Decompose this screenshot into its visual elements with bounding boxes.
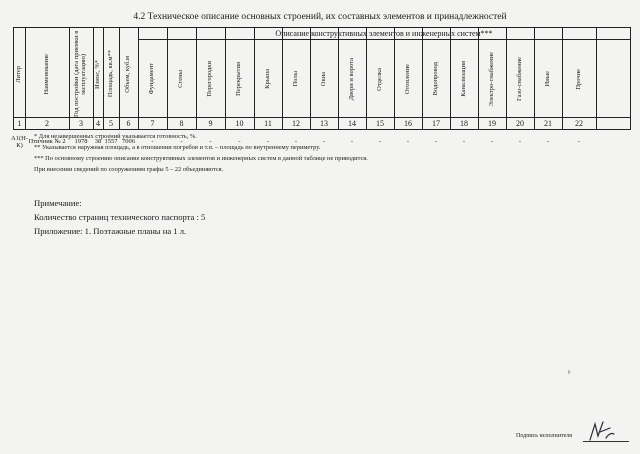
table-cell: 38 bbox=[94, 138, 102, 146]
table-cell: - bbox=[322, 138, 326, 146]
column-header bbox=[69, 30, 93, 118]
footnotes bbox=[34, 131, 368, 175]
column-header-label: Газо-снабжение bbox=[515, 57, 523, 101]
column-header bbox=[225, 40, 254, 118]
column-header bbox=[119, 30, 138, 118]
column-number: 5 bbox=[109, 118, 113, 128]
column-header-label: Наименование bbox=[42, 53, 50, 95]
column-number: 9 bbox=[208, 118, 213, 128]
table-cell: - bbox=[434, 138, 438, 146]
table-cell: - bbox=[546, 138, 550, 146]
column-number: 19 bbox=[488, 118, 496, 128]
column-header-label: Перекрытия bbox=[235, 62, 243, 96]
section-header: Описание конструктивных элементов и инженерных систем*** bbox=[275, 29, 493, 38]
column-number: 21 bbox=[544, 118, 552, 128]
appendix-line: Приложение: 1. Поэтажные планы на 1 л. bbox=[34, 226, 187, 236]
column-header bbox=[103, 30, 119, 118]
column-number: 17 bbox=[432, 118, 440, 128]
column-header-label: Стены bbox=[177, 70, 185, 88]
column-header bbox=[506, 40, 534, 118]
column-number: 3 bbox=[79, 118, 83, 128]
column-header bbox=[422, 40, 450, 118]
column-header bbox=[310, 40, 338, 118]
remarks-heading: Примечание: bbox=[34, 198, 82, 208]
table-cell: 7006 bbox=[122, 138, 135, 146]
table-cell: - bbox=[462, 138, 466, 146]
table-cell: А1(Н-К) bbox=[11, 134, 28, 149]
footnote: * Для незавершенных строений указывается готовность, %. bbox=[34, 133, 197, 140]
column-header-label: Полы bbox=[291, 71, 299, 87]
margin-mark: р bbox=[568, 370, 571, 375]
column-number: 8 bbox=[179, 118, 184, 128]
table-cell: - bbox=[151, 138, 154, 146]
column-number: 11 bbox=[264, 118, 272, 128]
table-cell: - bbox=[577, 138, 581, 146]
column-header bbox=[450, 40, 478, 118]
column-header bbox=[25, 30, 69, 118]
column-header-label: Объем, куб.м bbox=[124, 55, 132, 93]
column-header-label: Канализация bbox=[459, 61, 467, 97]
column-number: 1 bbox=[17, 118, 22, 128]
column-header-label: Фундамент bbox=[148, 63, 156, 95]
handwritten-signature bbox=[586, 418, 616, 444]
section-title: 4.2 Техническое описание основных строений, их составных элементов и принадлежностей bbox=[133, 12, 507, 22]
column-number: 13 bbox=[320, 118, 328, 128]
column-number: 20 bbox=[516, 118, 524, 128]
table-cell: - bbox=[238, 138, 241, 146]
column-header bbox=[93, 30, 103, 118]
footnote: При внесении сведений по сооружениям графы 5 – 22 объединяются. bbox=[34, 166, 224, 173]
table-cell: - bbox=[406, 138, 410, 146]
column-header-label: Иные bbox=[543, 71, 551, 87]
table-cell: 1978 bbox=[74, 138, 88, 146]
column-header-label: Окна bbox=[319, 71, 327, 87]
column-header bbox=[138, 40, 167, 118]
column-header-label: Электро-снабжение bbox=[487, 51, 495, 107]
column-header bbox=[338, 40, 366, 118]
table-cell: - bbox=[266, 138, 270, 146]
signature-label: Подпись исполнителя bbox=[516, 433, 572, 439]
table-cell: - bbox=[490, 138, 494, 146]
column-header bbox=[167, 40, 196, 118]
column-header-label: Литер bbox=[15, 65, 23, 83]
column-number: 18 bbox=[460, 118, 468, 128]
column-header-label: Перегородки bbox=[206, 61, 214, 97]
column-number: 15 bbox=[376, 118, 384, 128]
column-header bbox=[478, 40, 506, 118]
page-count: Количество страниц технического паспорта : 5 bbox=[34, 212, 206, 222]
column-number: 2 bbox=[45, 118, 49, 128]
column-header bbox=[366, 40, 394, 118]
table-cell: - bbox=[180, 138, 183, 146]
column-number: 4 bbox=[96, 118, 100, 128]
column-header bbox=[14, 30, 25, 118]
column-number: 10 bbox=[235, 118, 244, 128]
column-header bbox=[196, 40, 225, 118]
column-header-label: Год постройки (дата приемки в эксплуатацию) bbox=[73, 30, 87, 118]
column-header-label: Площадь, кв.м** bbox=[106, 50, 114, 98]
table-cell: - bbox=[518, 138, 522, 146]
column-header bbox=[254, 40, 282, 118]
column-number: 12 bbox=[292, 118, 300, 128]
table-cell: - bbox=[378, 138, 382, 146]
column-header-label: Крыша bbox=[263, 69, 271, 89]
column-header-label: Отопление bbox=[403, 63, 411, 95]
table-cell: 1557 bbox=[104, 138, 118, 146]
column-number: 14 bbox=[348, 118, 356, 128]
column-divider bbox=[596, 28, 597, 129]
footnote: ** Указывается наружная площадь, а в отношении погребов и т.п. – площадь по внутреннему периметру. bbox=[34, 144, 321, 151]
table-cell: - bbox=[350, 138, 354, 146]
column-header-label: Износ, %* bbox=[93, 59, 101, 89]
column-number: 16 bbox=[404, 118, 412, 128]
column-header bbox=[394, 40, 422, 118]
column-header bbox=[534, 40, 562, 118]
column-header bbox=[562, 40, 596, 118]
column-header-label: Водопровод bbox=[431, 62, 439, 96]
column-number: 22 bbox=[575, 118, 583, 128]
footnote: *** По основному строению описание конструктивных элементов и инженерных систем в данной таблице не приводится. bbox=[34, 155, 368, 162]
table-cell: - bbox=[209, 138, 212, 146]
table-cell: Птичник № 2 bbox=[28, 138, 66, 146]
table-cell: - bbox=[294, 138, 298, 146]
column-header-label: Прочие bbox=[574, 68, 582, 90]
column-number: 7 bbox=[150, 118, 155, 128]
column-header bbox=[282, 40, 310, 118]
column-header-label: Отделка bbox=[375, 67, 383, 91]
column-number: 6 bbox=[126, 118, 131, 128]
column-header-label: Двери и ворота bbox=[347, 57, 355, 101]
